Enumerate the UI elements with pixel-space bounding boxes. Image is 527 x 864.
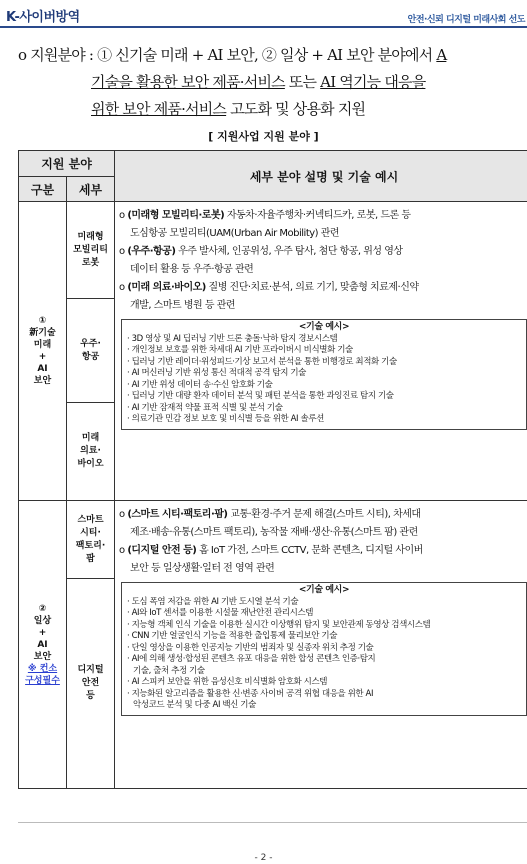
tech-example: · 개인정보 보호를 위한 차세대 AI 기반 프라이버시 비식별화 기술 bbox=[127, 345, 353, 355]
item-digital-safety: o (디지털 안전 등) 홈 IoT 가전, 스마트 CCTV, 문화 콘텐츠, 디지털 사이버 bbox=[119, 545, 423, 556]
consortium-required-link-2[interactable]: 구성필수 bbox=[25, 675, 60, 686]
category-daily-ai: ② 일상 + AI 보안 ※ 컨소 구성필수 bbox=[19, 501, 67, 789]
tech-example: 악성코드 분석 및 다중 AI 백신 기술 bbox=[133, 700, 256, 710]
table-caption: [ 지원사업 지원 분야 ] bbox=[208, 130, 319, 143]
tech-example: · AI 기반 위성 데이터 송·수신 암호화 기술 bbox=[127, 379, 273, 390]
intro-line2-underline: 기술을 활용한 보안 제품·서비스 bbox=[91, 73, 285, 91]
tech-example: · CNN 기반 얼굴인식 기능을 적용한 출입통제 물리보안 기술 bbox=[127, 631, 338, 641]
tech-example: · AI 스피커 보안을 위한 음성신호 비식별화 암호화 시스템 bbox=[127, 677, 328, 687]
tech-example: · 단일 영상을 이용한 인공지능 기반의 범죄자 및 실종자 위치 추정 기술 bbox=[127, 642, 374, 653]
item-space-cont: 데이터 활용 등 우주·항공 관련 bbox=[130, 264, 254, 275]
intro-line3-underline: 위한 보안 제품·서비스 bbox=[91, 100, 227, 118]
consortium-required-link[interactable]: ※ 컨소 bbox=[27, 663, 58, 674]
sub-space-aviation: 우주· 항공 bbox=[67, 299, 115, 403]
tech-examples-title: <기술 예시> bbox=[298, 322, 350, 332]
tech-examples-box-2 bbox=[121, 582, 527, 716]
intro-lead-underline: A bbox=[436, 46, 447, 64]
item-mobility-cont: 도심항공 모빌리티(UAM(Urban Air Mobility) 관련 bbox=[130, 228, 340, 239]
item-space: o (우주·항공) 우주 발사체, 인공위성, 우주 탐사, 첨단 항공, 위성 영상 bbox=[119, 246, 403, 257]
head-category: 구분 bbox=[19, 177, 67, 202]
tech-example: · 딥러닝 기반 대량 환자 데이터 분석 및 패턴 분석을 통한 과잉진료 탐지 기술 bbox=[127, 391, 394, 401]
tech-example: · AI 기반 잠재적 약물 표적 식별 및 분석 기술 bbox=[127, 402, 283, 413]
bottom-rule bbox=[18, 822, 527, 823]
desc-future-ai bbox=[115, 202, 527, 501]
tech-examples-box-1 bbox=[121, 319, 527, 430]
sub-smart-city: 스마트 시티· 팩토리· 팜 bbox=[67, 501, 115, 579]
item-medical-cont: 개발, 스마트 병원 등 관련 bbox=[130, 300, 236, 311]
desc-daily-ai bbox=[115, 501, 527, 789]
sub-digital-safety: 디지털 안전 등 bbox=[67, 579, 115, 789]
intro-paragraph bbox=[18, 42, 527, 123]
intro-line2-underline2: AI 역기능 대응을 bbox=[320, 73, 426, 91]
tech-examples-title: <기술 예시> bbox=[298, 585, 350, 595]
intro-line3-rest: 고도화 및 상용화 지원 bbox=[226, 100, 366, 118]
page-number: - 2 - bbox=[254, 853, 273, 863]
head-desc: 세부 분야 설명 및 기술 예시 bbox=[115, 151, 527, 202]
header-logo: K-사이버방역 bbox=[6, 10, 80, 25]
tech-example: · 지능화된 알고리즘을 활용한 신·변종 사이버 공격 위협 대응을 위한 AI bbox=[127, 688, 374, 699]
sub-mobility-robot: 미래형 모빌리티 로봇 bbox=[67, 202, 115, 299]
tech-example: 기술, 출처 추정 기술 bbox=[133, 665, 205, 676]
tech-example: · 지능형 객체 인식 기술을 이용한 실시간 이상행위 탐지 및 보안관제 동영상 검색시스템 bbox=[127, 619, 431, 630]
header-title: 안전·신뢰 디지털 미래사회 선도 bbox=[407, 15, 525, 25]
intro-lead: o 지원분야 : ① 신기술 미래 + AI 보안, ② 일상 + AI 보안 분야에서 bbox=[18, 46, 437, 64]
tech-example: · AI 머신러닝 기반 위성 통신 적대적 공격 탐지 기술 bbox=[127, 368, 306, 378]
tech-example: · 3D 영상 및 AI 딥러닝 기반 드론 충돌·낙하 탐지 경보시스템 bbox=[127, 333, 338, 344]
sub-medical-bio: 미래 의료· 바이오 bbox=[67, 403, 115, 501]
item-smart-city: o (스마트 시티·팩토리·팜) 교통·환경·주거 문제 해결(스마트 시티), 차세대 bbox=[119, 509, 421, 520]
item-mobility: o (미래형 모빌리티·로봇) 자동차·자율주행차·커넥티드카, 로봇, 드론 등 bbox=[119, 210, 411, 221]
category-future-ai: ① 新기술 미래 + AI 보안 bbox=[19, 202, 67, 501]
tech-example: · AI와 IoT 센서를 이용한 시설물 재난안전 관리시스템 bbox=[127, 608, 314, 618]
tech-example: · AI에 의해 생성·합성된 콘텐츠 유포 대응을 위한 합성 콘텐츠 인증·탐지 bbox=[127, 654, 376, 664]
item-medical: o (미래 의료·바이오) 질병 진단·치료·분석, 의료 기기, 맞춤형 치료제·신약 bbox=[119, 282, 419, 293]
head-field: 지원 분야 bbox=[19, 151, 115, 177]
tech-example: · 딥러닝 기반 레이더·위성피드·기상 보고서 분석을 통한 비행경로 최적화 기술 bbox=[127, 356, 397, 367]
header-divider bbox=[0, 26, 527, 28]
head-detail: 세부 bbox=[67, 177, 115, 202]
support-field-table bbox=[18, 150, 527, 789]
tech-example: · 도심 폭염 저감을 위한 AI 기반 도시열 분석 기술 bbox=[127, 596, 299, 607]
intro-line2-mid: 또는 bbox=[284, 73, 321, 91]
tech-example: · 의료기관 민감 정보 보호 및 비식별 등을 위한 AI 솔루션 bbox=[127, 414, 324, 424]
item-digital-safety-cont: 보안 등 일상생활·일터 전 영역 관련 bbox=[130, 563, 275, 574]
item-smart-city-cont: 제조·배송·유통(스마트 팩토리), 농작물 재배·생산·유통(스마트 팜) 관련 bbox=[130, 527, 418, 538]
